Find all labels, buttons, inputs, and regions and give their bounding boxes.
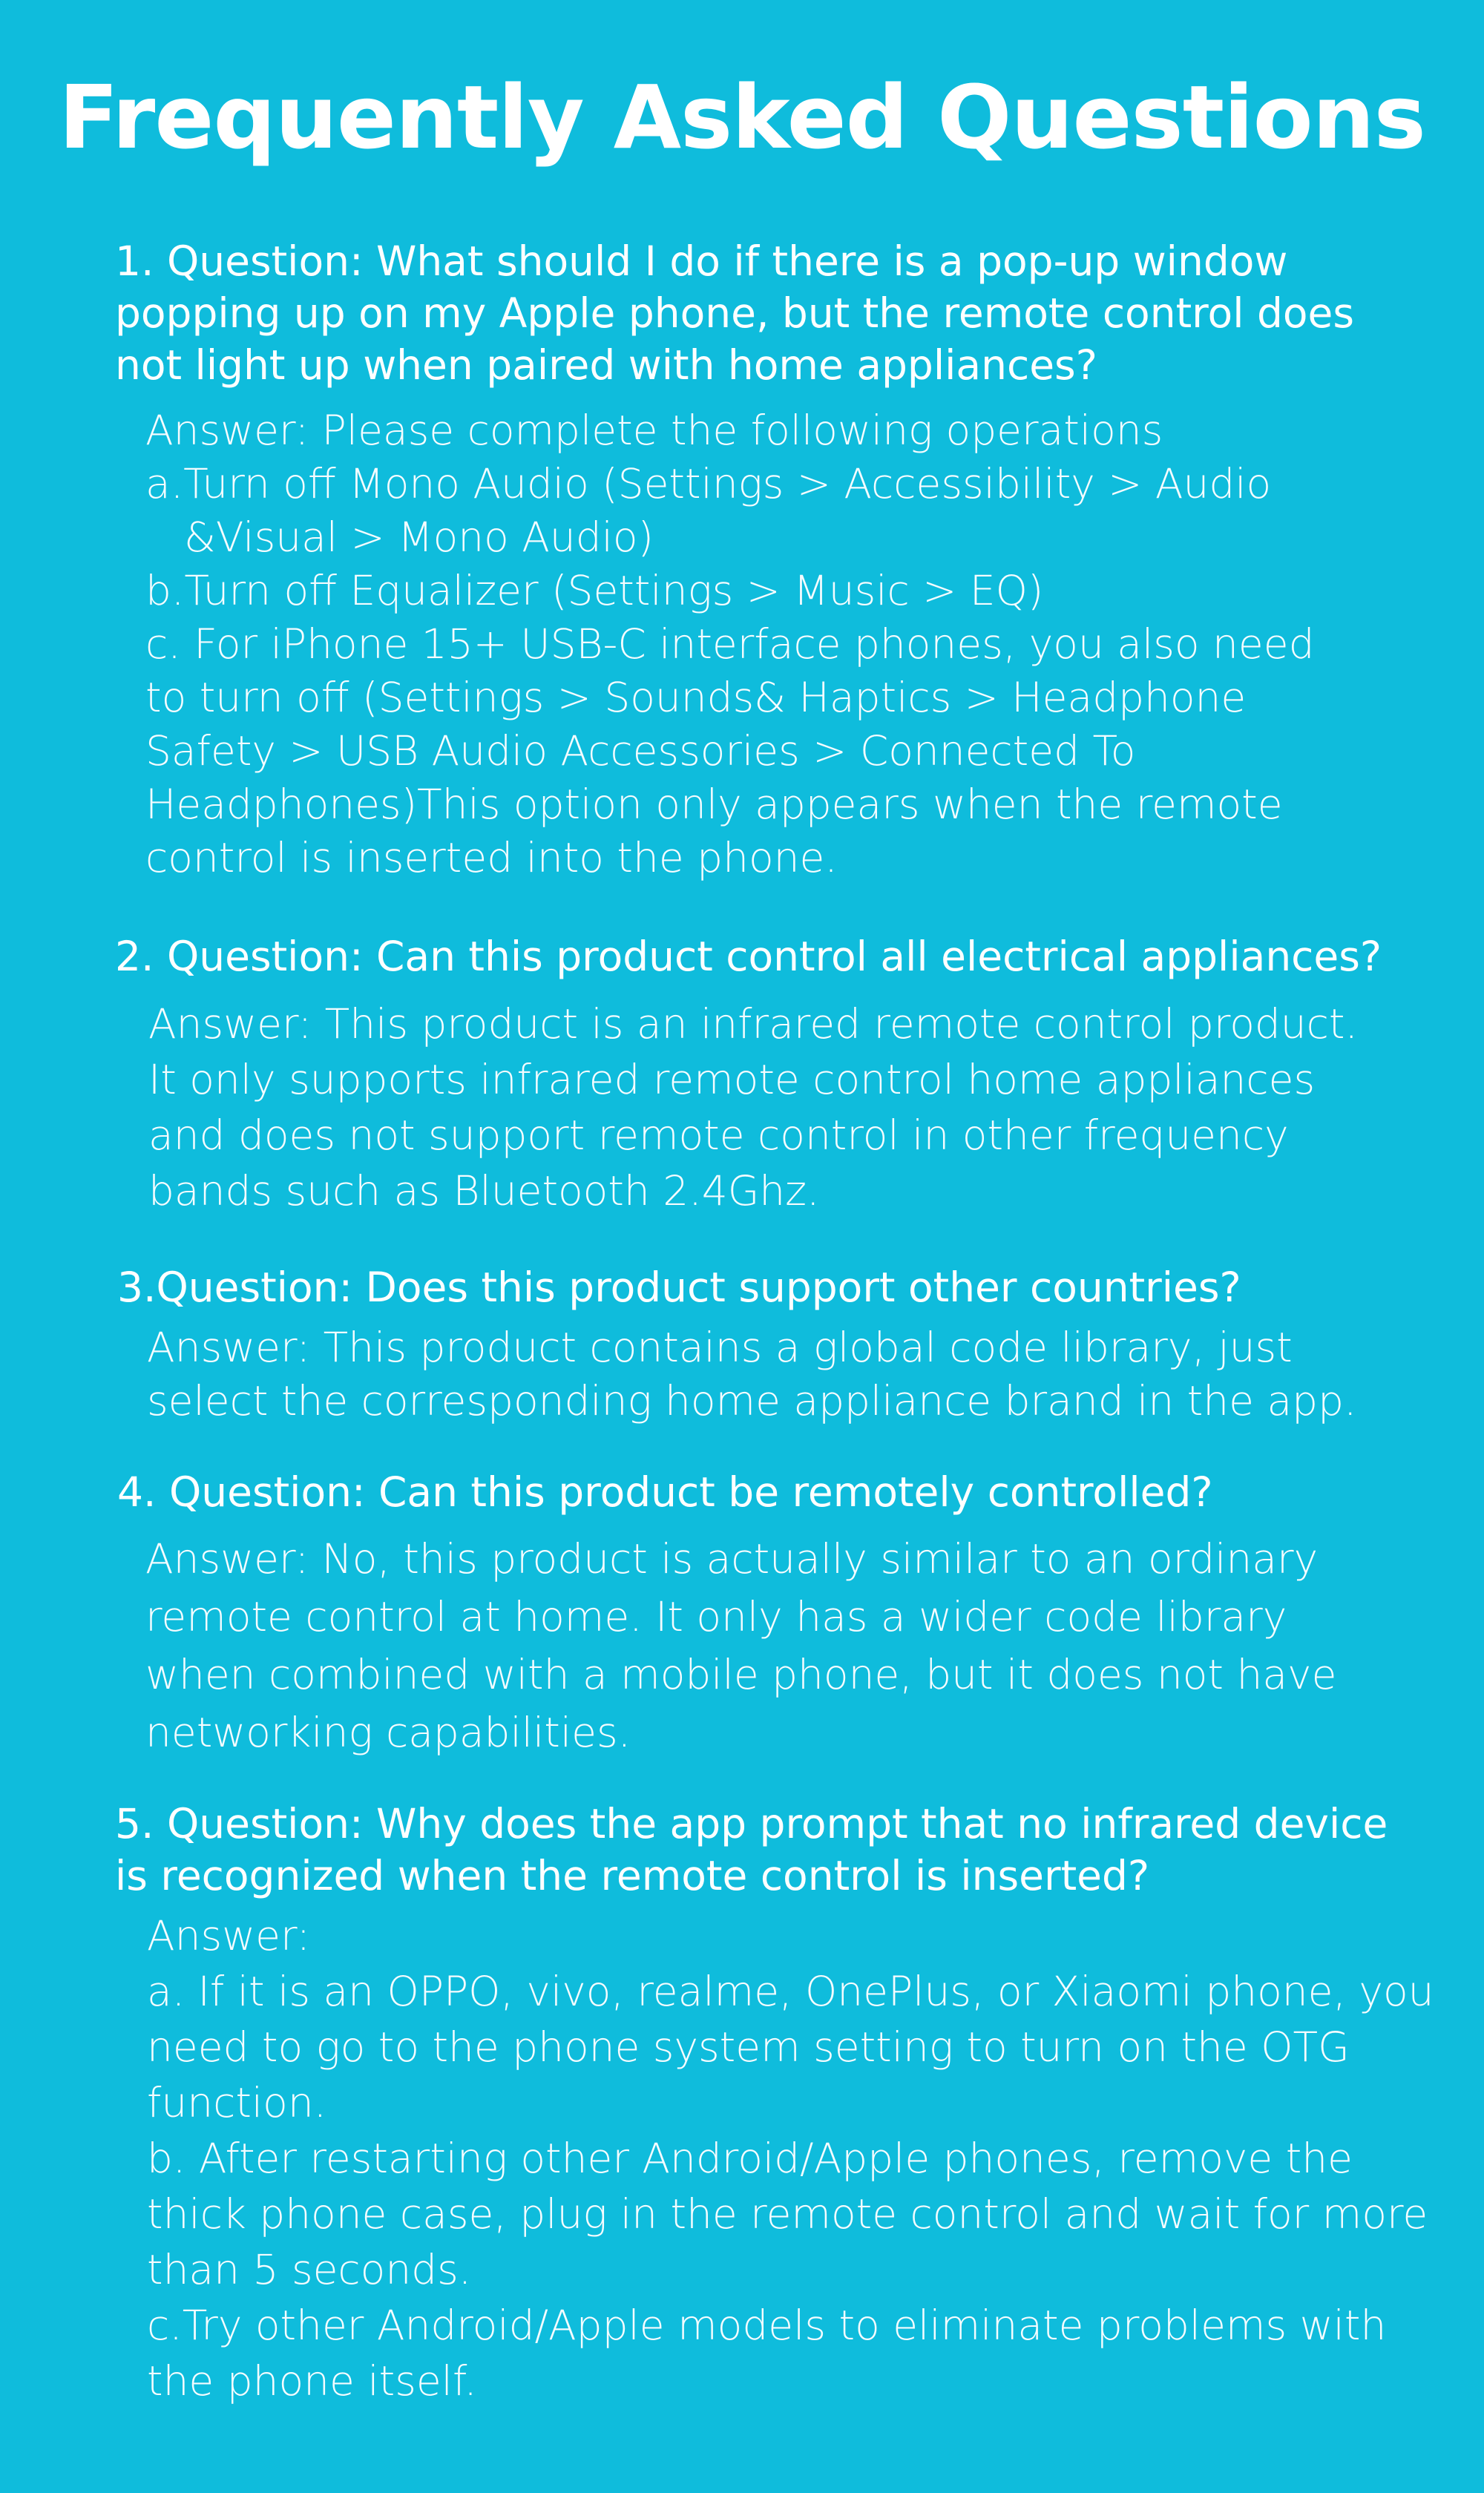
answer-line: c. For iPhone 15+ USB-C interface phones, you also need [145, 620, 1315, 668]
answer-line: function. [147, 2079, 327, 2126]
question-line: 1. Question: What should I do if there is a pop-up window [115, 237, 1288, 285]
answer-line: Headphones)This option only appears when the remote [145, 781, 1283, 828]
answer-line: than 5 seconds. [147, 2246, 472, 2293]
answer-line: Answer: Please complete the following operations [145, 407, 1163, 454]
answer-line: b. After restarting other Android/Apple phones, remove the [147, 2135, 1353, 2182]
answer-line: &Visual > Mono Audio) [184, 513, 654, 561]
answer-line: select the corresponding home appliance brand in the app. [147, 1377, 1357, 1425]
answer-line: need to go to the phone system setting to turn on the OTG [147, 2023, 1350, 2071]
question-line: 3.Question: Does this product support other countries? [117, 1264, 1241, 1311]
answer-line: a. If it is an OPPO, vivo, realme, OnePlus, or Xiaomi phone, you [147, 1968, 1434, 2015]
answer-line: b.Turn off Equalizer (Settings > Music > EQ) [145, 567, 1044, 614]
answer-line: to turn off (Settings > Sounds& Haptics > Headphone [145, 674, 1247, 721]
answer-line: bands such as Bluetooth 2.4Ghz. [148, 1167, 820, 1215]
question-line: 4. Question: Can this product be remotely controlled? [117, 1468, 1213, 1516]
faq-answer-2 [148, 996, 1358, 1219]
answer-line: Answer: [147, 1912, 311, 1960]
answer-line: c.Try other Android/Apple models to eliminate problems with [147, 2302, 1387, 2349]
answer-line: when combined with a mobile phone, but it does not have [145, 1651, 1337, 1698]
faq-question-1 [115, 235, 1354, 391]
faq-answer-5 [147, 1908, 1434, 2409]
faq-answer-3 [147, 1321, 1356, 1428]
answer-line: remote control at home. It only has a wider code library [145, 1593, 1287, 1640]
faq-question-2 [115, 930, 1382, 982]
faq-question-4 [117, 1466, 1213, 1518]
answer-line: It only supports infrared remote control home appliances [148, 1056, 1316, 1103]
question-line: 2. Question: Can this product control all electrical appliances? [115, 933, 1382, 980]
answer-line: Answer: No, this product is actually similar to an ordinary [145, 1535, 1319, 1583]
answer-line: Safety > USB Audio Accessories > Connected To [145, 727, 1136, 775]
answer-line: Answer: This product contains a global code library, just [147, 1324, 1293, 1371]
answer-line: and does not support remote control in other frequency [148, 1111, 1289, 1159]
faq-answer-1 [145, 404, 1315, 884]
answer-line: the phone itself. [147, 2357, 477, 2405]
page-title: Frequently Asked Questions [59, 66, 1425, 168]
question-line: is recognized when the remote control is inserted? [115, 1852, 1150, 1899]
faq-question-5 [115, 1798, 1388, 1902]
answer-line: networking capabilities. [145, 1709, 631, 1756]
faq-question-3 [117, 1261, 1241, 1313]
question-line: 5. Question: Why does the app prompt that no infrared device [115, 1800, 1388, 1847]
answer-line: a.Turn off Mono Audio (Settings > Accessibility > Audio [145, 460, 1272, 508]
question-line: not light up when paired with home appliances? [115, 341, 1097, 389]
answer-line: control is inserted into the phone. [145, 834, 838, 881]
faq-answer-4 [145, 1530, 1336, 1761]
answer-line: thick phone case, plug in the remote control and wait for more [147, 2190, 1428, 2238]
question-line: popping up on my Apple phone, but the remote control does [115, 289, 1355, 337]
answer-line: Answer: This product is an infrared remote control product. [148, 1000, 1358, 1048]
